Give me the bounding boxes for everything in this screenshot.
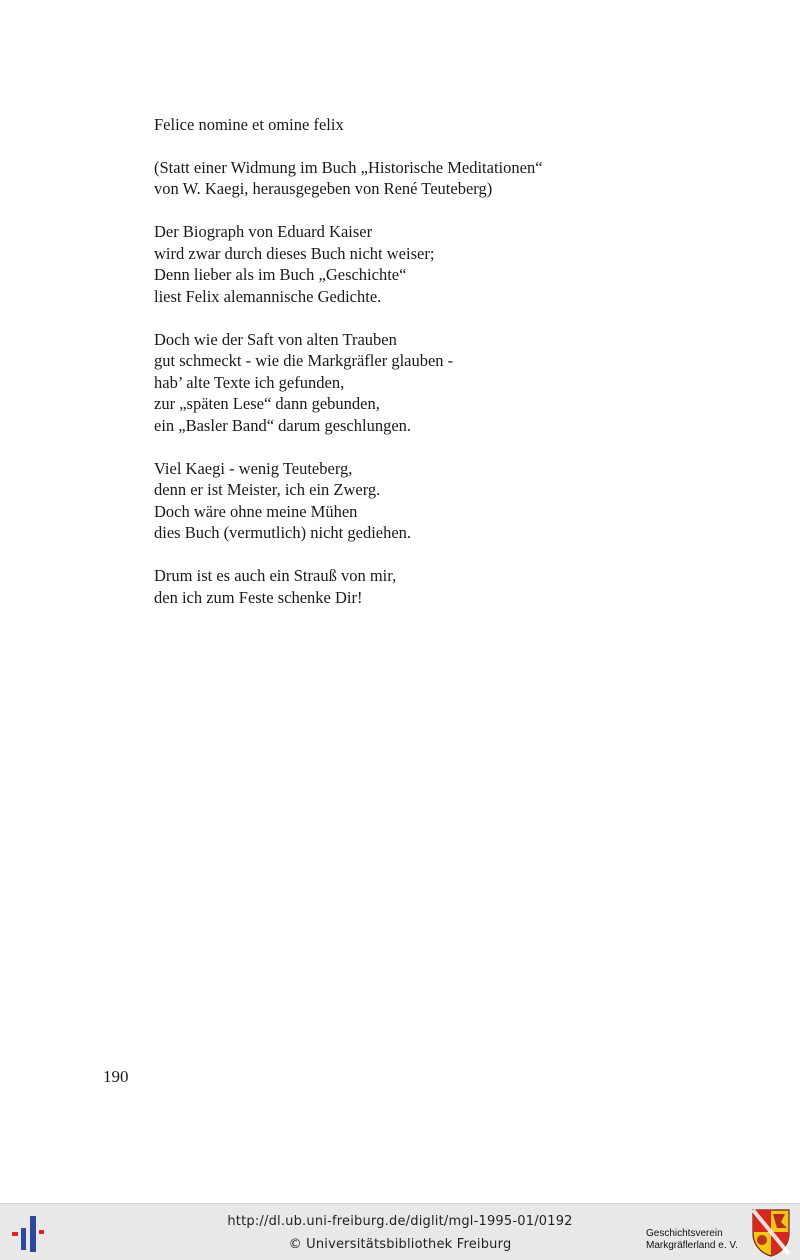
verse-line: hab’ alte Texte ich gefunden, (154, 372, 345, 392)
verse-line: dies Buch (vermutlich) nicht gediehen. (154, 523, 412, 542)
society-name-line: Markgräflerland e. V. (646, 1240, 738, 1251)
poem-text (154, 114, 714, 630)
document-url-link[interactable]: http://dl.ub.uni-freiburg.de/diglit/mgl-1995-01/0192 (227, 1214, 573, 1229)
verse-line: gut schmeckt - wie die Markgräfler glauben - (154, 351, 454, 370)
verse-line: den ich zum Feste schenke Dir! (154, 587, 363, 607)
stanza-1 (154, 221, 714, 307)
verse-line: Drum ist es auch ein Strauß von mir, (154, 566, 397, 585)
poem-title: Felice nomine et omine felix (154, 115, 344, 134)
page-number: 190 (103, 1067, 129, 1086)
dedication-line: (Statt einer Widmung im Buch „Historische Meditationen“ (154, 157, 543, 177)
stanza-2 (154, 329, 714, 437)
dedication-line: von W. Kaegi, herausgegeben von René Teuteberg) (154, 179, 493, 198)
verse-line: Viel Kaegi - wenig Teuteberg, (154, 458, 353, 478)
copyright-notice: © Universitätsbibliothek Freiburg (288, 1237, 512, 1252)
verse-line: wird zwar durch dieses Buch nicht weiser; (154, 243, 435, 263)
dedication (154, 157, 714, 200)
verse-line: ein „Basler Band“ darum geschlungen. (154, 415, 412, 435)
verse-line: Denn lieber als im Buch „Geschichte“ (154, 265, 407, 284)
stanza-3 (154, 458, 714, 544)
verse-line: liest Felix alemannische Gedichte. (154, 286, 382, 306)
footer-bar (0, 1203, 800, 1260)
verse-line: Doch wäre ohne meine Mühen (154, 501, 358, 521)
society-name (646, 1228, 738, 1252)
verse-line: Der Biograph von Eduard Kaiser (154, 222, 373, 241)
verse-line: zur „späten Lese“ dann gebunden, (154, 394, 380, 413)
coat-of-arms-icon[interactable] (751, 1208, 791, 1258)
stanza-4 (154, 565, 714, 608)
verse-line: denn er ist Meister, ich ein Zwerg. (154, 480, 381, 499)
society-name-line: Geschichtsverein (646, 1228, 723, 1239)
verse-line: Doch wie der Saft von alten Trauben (154, 329, 397, 349)
